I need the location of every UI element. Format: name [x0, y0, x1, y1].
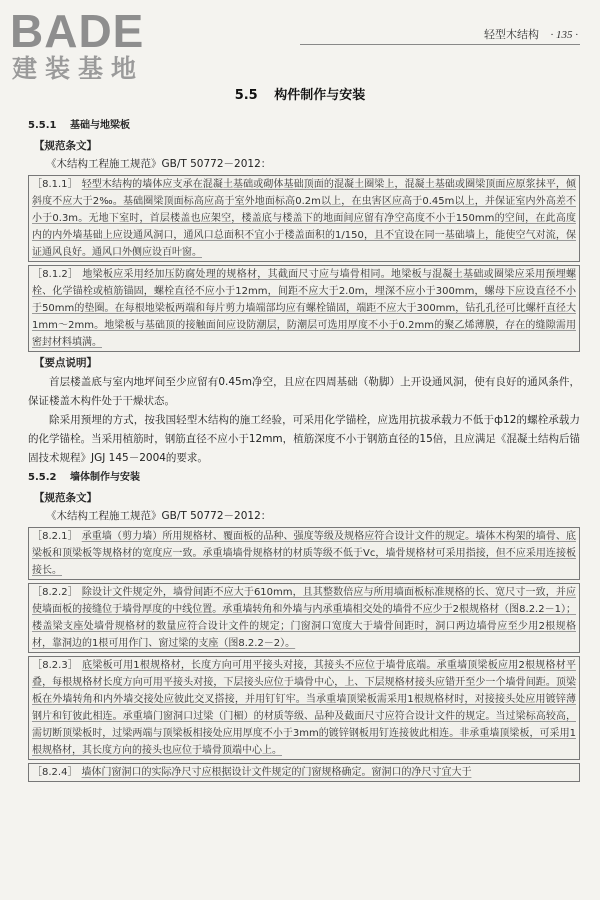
clause-box: [28, 265, 580, 352]
subsection-title: 墙体制作与安装: [69, 472, 140, 483]
spec-tag: 【规范条文】: [34, 140, 97, 152]
subsection-number: 5.5.1: [28, 120, 57, 131]
clause-number: ［8.1.2］: [32, 269, 79, 280]
logo-wordmark: BADE: [10, 5, 145, 57]
clause-text: 地梁板应采用经加压防腐处理的规格材，其截面尺寸应与墙骨相同。地梁板与混凝土基础或圈梁应采用预埋螺栓、化学锚栓或植筋锚固，螺栓直径不应小于12mm，间距不应大于2.0m，埋深不应小于300mm，螺母下应设直径不小于50mm的垫圈。在每根地梁板两端和每片剪力墙端部均应有螺栓锚固，端距不应大于300mm，钻孔孔径可比螺杆直径大1mm～2mm。地梁板与基础顶的接触面间应设防潮层，防潮层可选用厚度不小于0.2mm的聚乙烯薄膜，存在的缝隙需用密封材料填满。: [32, 269, 577, 348]
subsection-number: 5.5.2: [28, 472, 57, 483]
logo-subtitle: 建装基地: [12, 54, 145, 83]
subsection-title: 基础与地梁板: [69, 120, 130, 131]
standard-reference: 《木结构工程施工规范》GB/T 50772－2012：: [46, 510, 272, 522]
note-paragraph: 除采用预埋的方式，按我国轻型木结构的施工经验，可采用化学锚栓，应选用抗拔承载力不低于ф12的螺栓承载力的化学锚栓。当采用植筋时，钢筋直径不应小于12mm，植筋深度不小于钢筋直径的15倍，且应满足《混凝土结构后锚固技术规程》JGJ 145－2004的要求。: [28, 414, 580, 464]
page-number: · 135 ·: [550, 29, 578, 41]
clause-box: [28, 656, 580, 760]
chapter-title: 轻型木结构: [484, 28, 539, 41]
page-body: [28, 118, 580, 785]
header-divider: [300, 44, 580, 45]
brand-logo: [10, 5, 145, 84]
clause-text: 底梁板可用1根规格材，长度方向可用平接头对接，其接头不应位于墙骨底端。承重墙顶梁板应用2根规格材平叠，每根规格材长度方向可用平接头对接，下层接头应位于墙骨中心，上、下层规格材接头应错开至少一个墙骨间距。顶梁板在外墙转角和内外墙交接处应彼此交叉搭接，并用钉钉牢。当承重墙顶梁板需采用1根规格材时，对接接头处应用镀锌薄钢片和钉彼此相连。承重墙门窗洞口过梁（门楣）的材质等级、品种及截面尺寸应符合设计文件的规定。当过梁标高较高，需切断顶梁板时，过梁两端与顶梁板相接处应用厚度不小于3mm的镀锌钢板用钉连接彼此相连。非承重墙顶梁板，可采用1根规格材，其长度方向的接头也应位于墙骨顶端中心上。: [32, 660, 576, 756]
section-heading: [0, 84, 600, 103]
clause-number: ［8.1.1］: [32, 179, 78, 190]
clause-box: [28, 175, 580, 262]
subsection-heading-1: [28, 118, 580, 134]
note-tag: 【要点说明】: [34, 357, 97, 369]
clause-text: 除设计文件规定外，墙骨间距不应大于610mm，且其整数倍应与所用墙面板标准规格的长、宽尺寸一致，并应使墙面板的接缝位于墙骨厚度的中线位置。承重墙转角和外墙与内承重墙相交处的墙骨不应少于2根规格材（图8.2.2－1）；楼盖梁支座处墙骨规格材的数量应符合设计文件的规定；门窗洞口宽度大于墙骨间距时，洞口两边墙骨应至少用2根规格材，靠洞边的1根可用作门、窗过梁的支座（图8.2.2－2）。: [32, 587, 576, 649]
clause-text: 承重墙（剪力墙）所用规格材、覆面板的品种、强度等级及规格应符合设计文件的规定。墙体木构架的墙骨、底梁板和顶梁板等规格材的宽度应一致。承重墙墙骨规格材的材质等级不低于Ⅴc，墙骨规格材可采用指接，但不应采用连接板接长。: [32, 531, 576, 576]
clause-box: [28, 763, 580, 782]
spec-tag: 【规范条文】: [34, 492, 97, 504]
standard-reference: 《木结构工程施工规范》GB/T 50772－2012：: [46, 158, 272, 170]
section-number: 5.5: [234, 88, 258, 103]
clause-text: 轻型木结构的墙体应支承在混凝土基础或砌体基础顶面的混凝土圈梁上，混凝土基础或圈梁顶面应原浆抹平，倾斜度不应大于2‰。基础圈梁顶面标高应高于室外地面标高0.2m以上，在虫害区应高于0.45m以上，并保证室内外高差不小于0.3m。无地下室时，首层楼盖也应架空，楼盖底与楼盖下的地面间应留有净空高度不小于150mm的空间，在此高度内的内外墙基础上应设通风洞口，通风口总面积不宜小于楼盖面积的1/150，且不宜设在同一基础墙上，能使空气对流，保证通风良好。通风口外侧应设百叶窗。: [32, 179, 576, 258]
note-paragraph: 首层楼盖底与室内地坪间至少应留有0.45m净空，且应在四周基础（勒脚）上开设通风洞，使有良好的通风条件，保证楼盖木构件处于干燥状态。: [28, 376, 580, 407]
clause-number: ［8.2.1］: [32, 531, 78, 542]
clause-text: 墙体门窗洞口的实际净尺寸应根据设计文件规定的门窗规格确定。窗洞口的净尺寸宜大于: [81, 767, 472, 778]
section-title: 构件制作与安装: [274, 88, 366, 103]
clause-number: ［8.2.2］: [32, 587, 78, 598]
clause-number: ［8.2.3］: [32, 660, 79, 671]
subsection-heading-2: [28, 470, 580, 486]
clause-box: [28, 527, 580, 580]
running-header: [484, 26, 578, 42]
clause-number: ［8.2.4］: [32, 767, 78, 778]
clause-box: [28, 583, 580, 653]
